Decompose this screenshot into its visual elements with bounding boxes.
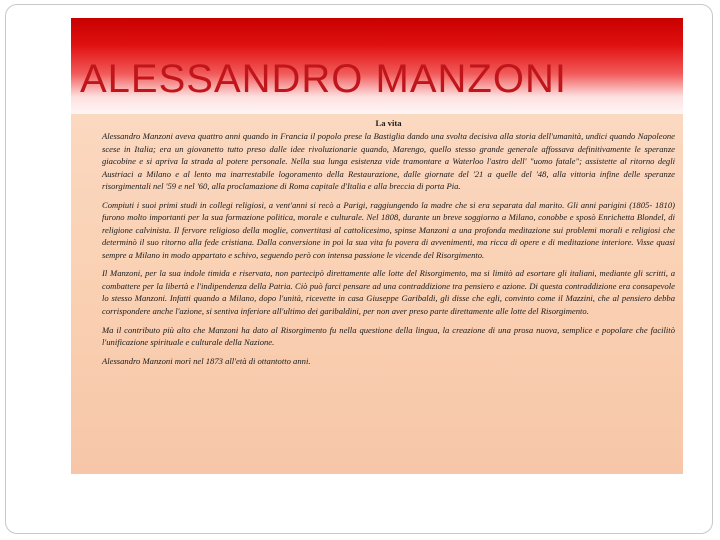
paragraph-death: Alessandro Manzoni morì nel 1873 all'età di ottantotto anni. xyxy=(102,355,311,366)
paragraph-studies: Compiuti i suoi primi studi in collegi religiosi, a vent'anni si recò a Parigi, raggiungendo la madre che si era separata dal marito. Gli anni parigini (1805- 1810) furono molto importanti per la sua formazione politica, morale e culturale. Nel 1808, durante un breve soggiorno a Milano, conobbe e sposò Enrichetta Blondel, di religione calvinista. Il fervore religioso della moglie, convertitasi al cattolicesimo, spinse Manzoni a una profonda meditazione sui problemi morali e religiosi che determinò il suo ritorno alla fede cristiana. Dalla conversione in poi la sua vita fu povera di avvenimenti, ma ricca di opere e di meditazione interiore. Visse quasi sempre a Milano in modo appartato e schivo, seguendo però con intensa passione le vicende del Risorgimento. xyxy=(102,199,675,260)
slide-title: ALESSANDRO MANZONI xyxy=(80,57,567,101)
paragraph-early-life: Alessandro Manzoni aveva quattro anni quando in Francia il popolo prese la Bastiglia dando una svolta decisiva alla storia dell'umanità, undici quando Napoleone scese in Italia; era un giovanetto tutto preso dalle idee rivoluzionarie quando, Marengo, quello stesso grande generale affossava definitivamente le speranze giacobine e si apriva la strada al potere personale. Nella sua lunga esistenza vide tramontare a Waterloo l'astro dell' "uomo fatale"; assistette al ritorno degli Austriaci a Milano e al lento ma inarrestabile logoramento della Restaurazione, dalle giornate del '21 a quelle del '48, alla vittoria infine delle speranze risorgimentali nel '59 e nel '60, alla proclamazione di Roma capitale d'Italia e alla breccia di porta Pia. xyxy=(102,131,675,192)
content-panel xyxy=(71,114,683,474)
paragraph-contribution: Ma il contributo più alto che Manzoni ha dato al Risorgimento fu nella questione della lingua, la creazione di una prosa nuova, semplice e popolare che facilitò l'unificazione spirituale e culturale della Nazione. xyxy=(102,324,675,347)
paragraph-risorgimento: Il Manzoni, per la sua indole timida e riservata, non partecipò direttamente alle lotte del Risorgimento, ma si limitò ad esortare gli italiani, mediante gli scritti, a combattere per la libertà e l'indipendenza della Patria. Ciò può farci pensare ad una contraddizione tra pensiero e azione. Di questa contraddizione era consapevole lo stesso Manzoni. Infatti quando a Milano, dopo l'unità, ricevette in casa Giuseppe Garibaldi, gli disse che egli, convinto come il Mazzini, che al pensiero debba corrispondere anche l'azione, si sentiva inferiore all'ultimo dei garibaldini, per non aver preso parte direttamente alle lotte del Risorgimento. xyxy=(102,268,675,316)
section-subtitle: La vita xyxy=(375,118,402,128)
